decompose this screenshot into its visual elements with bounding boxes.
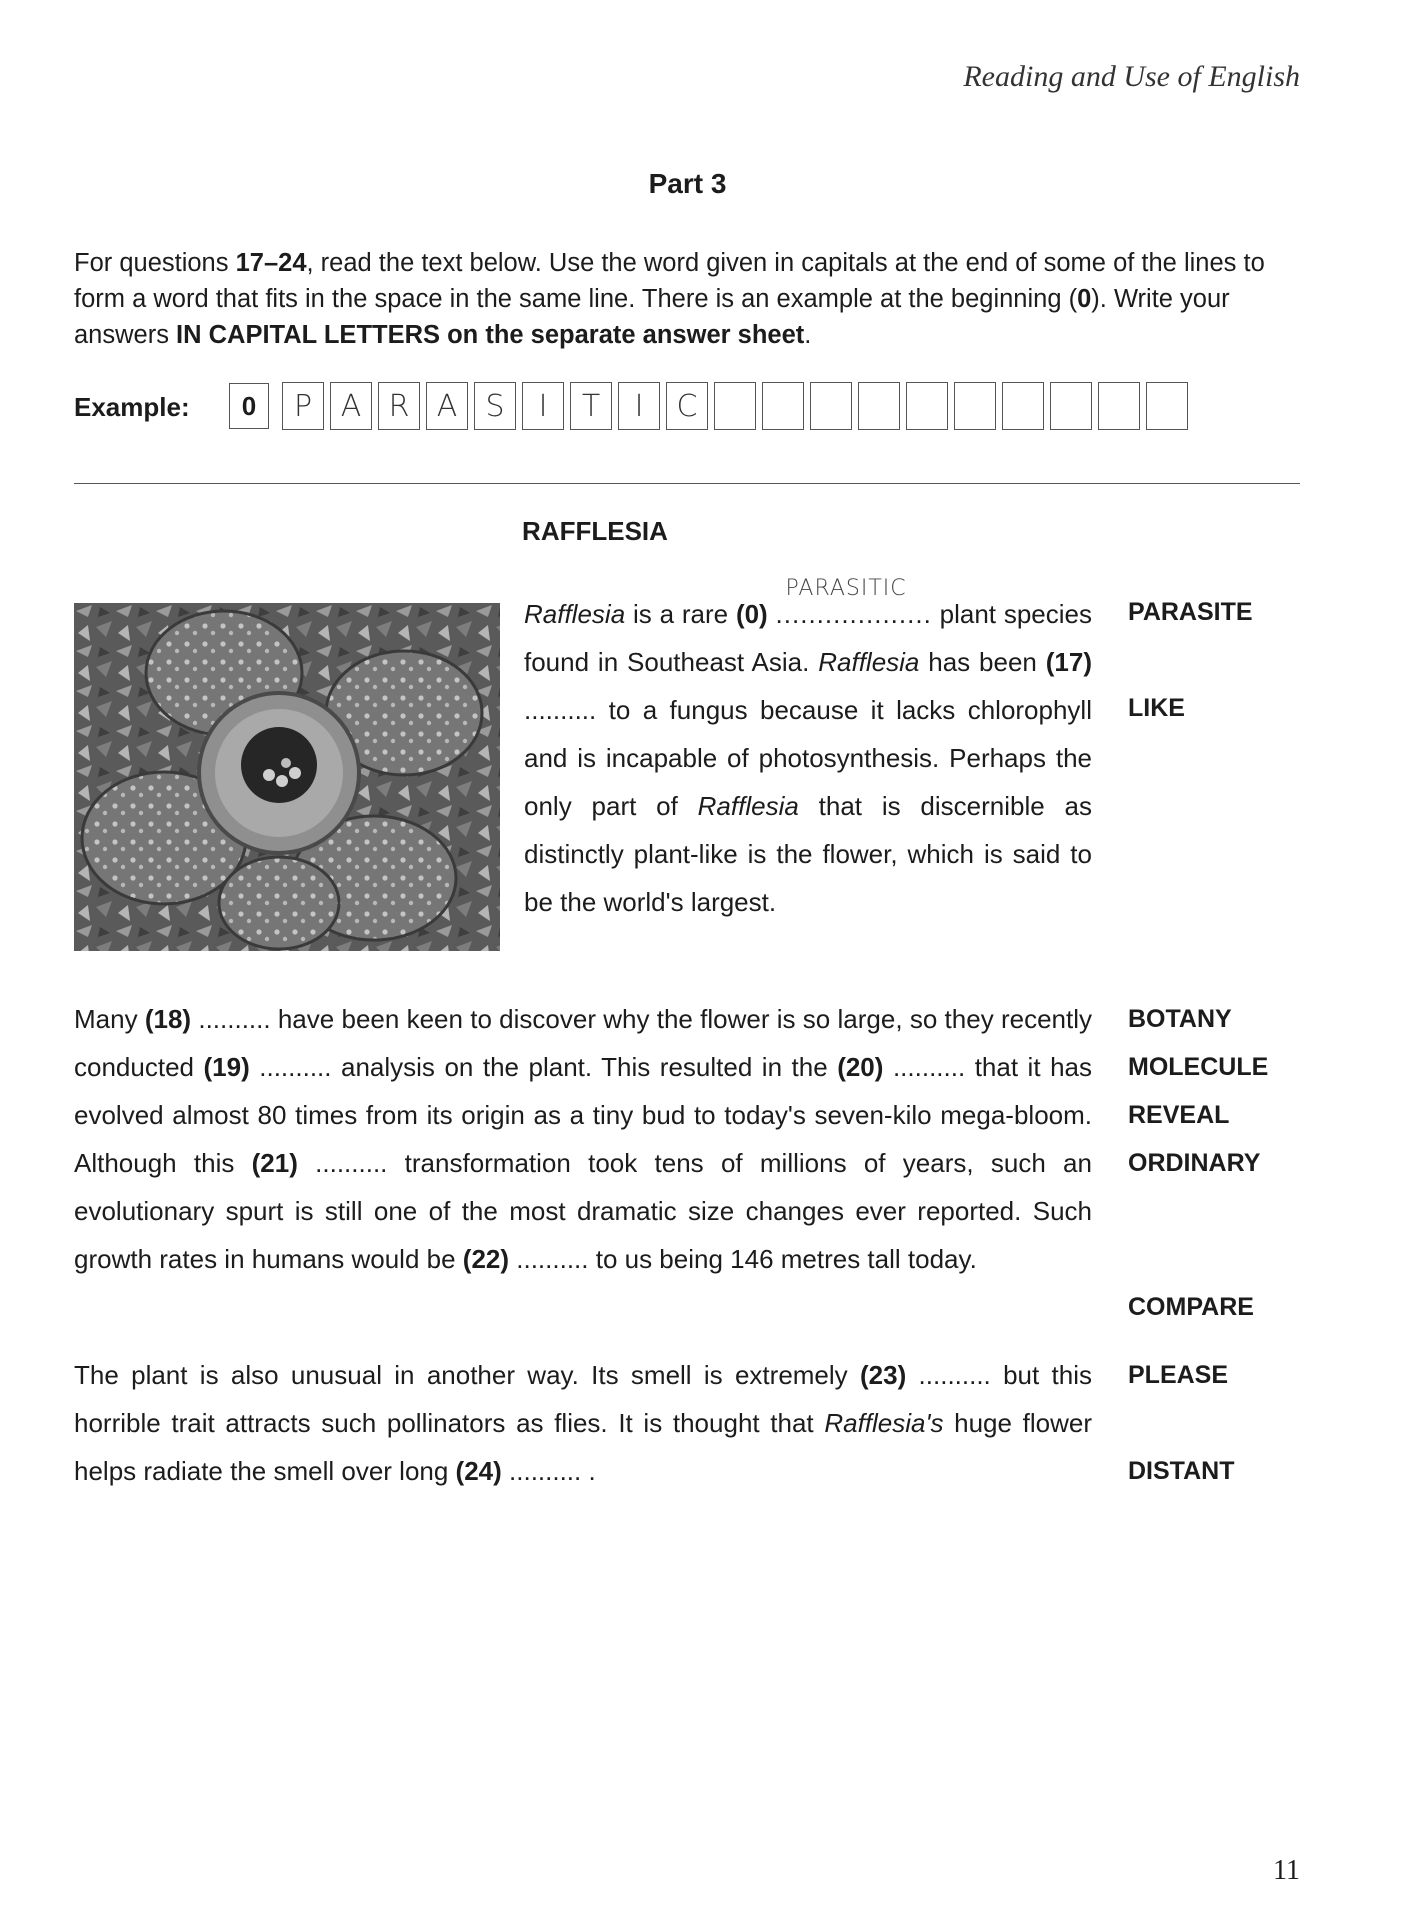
letter-box	[1002, 382, 1044, 430]
text-run: .......... to us being 146 metres tall today.	[509, 1244, 977, 1274]
text-run: .......... that it has evolved almost 80 times from its origin as a tiny bud to today's seven-kilo mega-bloom. Although this	[74, 1052, 1092, 1178]
paragraph-1	[524, 576, 1092, 926]
letter-box	[1146, 382, 1188, 430]
letter-box	[1050, 382, 1092, 430]
letter-box	[906, 382, 948, 430]
instructions-text: , read the text below. Use the word given in capitals at the end of some of the lines to form a word that fits in the space in the same line. There is an example at the beginning (	[74, 249, 1265, 313]
text-run: .......... but this horrible trait attracts such pollinators as flies. It is thought that	[74, 1360, 1093, 1438]
question-number-21: (21)	[251, 1148, 298, 1178]
instructions	[74, 245, 1300, 353]
letter-box: A	[426, 382, 468, 430]
keyword-24: DISTANT	[1128, 1457, 1235, 1485]
keyword-18: BOTANY	[1128, 1005, 1232, 1033]
instructions-text: For questions	[74, 249, 236, 277]
example-number-box: 0	[229, 383, 269, 429]
species-name: Rafflesia	[697, 791, 799, 821]
answer-letter-boxes	[282, 382, 1194, 430]
running-head: Reading and Use of English	[963, 60, 1300, 93]
question-number-17: (17)	[1045, 647, 1092, 677]
paragraph-3	[74, 1351, 1092, 1495]
letter-box	[810, 382, 852, 430]
letter-box: C	[666, 382, 708, 430]
text-run: .......... have been keen to discover why the flower is so large, so they recently conducted	[74, 1004, 1092, 1082]
species-name: Rafflesia's	[824, 1408, 944, 1438]
keyword-20: REVEAL	[1128, 1101, 1230, 1129]
question-number-0: (0)	[735, 599, 768, 629]
keyword-19: MOLECULE	[1128, 1053, 1269, 1081]
letter-box: I	[522, 382, 564, 430]
letter-box: P	[282, 382, 324, 430]
letter-box: R	[378, 382, 420, 430]
text-run: huge flower helps radiate the smell over long	[74, 1408, 1092, 1486]
keyword-0: PARASITE	[1128, 598, 1253, 626]
example-label: Example:	[74, 392, 190, 422]
letter-box: S	[474, 382, 516, 430]
text-run: Many	[74, 1004, 145, 1034]
example-answer-handwritten: PARASITIC	[785, 576, 907, 601]
text-run: The plant is also unusual in another way. Its smell is extremely	[74, 1360, 860, 1390]
question-number-22: (22)	[462, 1244, 510, 1274]
text-run: plant species found in Southeast Asia.	[524, 599, 1092, 677]
keyword-23: PLEASE	[1128, 1361, 1229, 1389]
letter-box	[1098, 382, 1140, 430]
question-number-19: (19)	[203, 1052, 250, 1082]
question-number-24: (24)	[455, 1456, 502, 1486]
text-title: RAFFLESIA	[522, 516, 668, 546]
example-reference: 0	[1077, 285, 1092, 313]
letter-box	[858, 382, 900, 430]
question-range: 17–24	[235, 249, 307, 277]
text-run: .......... .	[501, 1456, 596, 1486]
instructions-text: ). Write your answers	[74, 285, 1230, 349]
divider-rule	[74, 483, 1300, 484]
letter-box	[762, 382, 804, 430]
letter-box: T	[570, 382, 612, 430]
instructions-text: .	[804, 321, 812, 349]
rafflesia-photo	[74, 603, 500, 951]
letter-box	[954, 382, 996, 430]
letter-box	[714, 382, 756, 430]
answer-gap-dots: ...................	[775, 599, 932, 629]
keyword-17: LIKE	[1128, 694, 1185, 722]
page-number: 11	[1273, 1855, 1300, 1886]
letter-box: A	[330, 382, 372, 430]
question-number-23: (23)	[859, 1360, 907, 1390]
text-run: that is discernible as distinctly plant-like is the flower, which is said to be the world's largest.	[524, 791, 1092, 917]
text-run: .......... transformation took tens of millions of years, such an evolutionary spurt is still one of the most dramatic size changes ever reported. Such growth rates in humans would be	[74, 1148, 1092, 1274]
question-number-20: (20)	[837, 1052, 884, 1082]
text-run: is a rare	[625, 599, 736, 629]
text-run: .......... to a fungus because it lacks chlorophyll and is incapable of photosynthesis. Perhaps the only part of	[524, 695, 1092, 821]
instructions-emphasis: IN CAPITAL LETTERS on the separate answer sheet	[176, 321, 805, 349]
species-name: Rafflesia	[524, 599, 626, 629]
example-answer-gap	[775, 576, 932, 638]
text-run: .......... analysis on the plant. This resulted in the	[249, 1052, 838, 1082]
paragraph-2	[74, 995, 1092, 1283]
part-title: Part 3	[648, 168, 727, 199]
example-row	[74, 382, 1300, 434]
text-run: has been	[919, 647, 1046, 677]
keyword-21: ORDINARY	[1128, 1149, 1261, 1177]
keyword-22: COMPARE	[1128, 1293, 1254, 1321]
letter-box: I	[618, 382, 660, 430]
question-number-18: (18)	[144, 1004, 192, 1034]
species-name: Rafflesia	[818, 647, 920, 677]
